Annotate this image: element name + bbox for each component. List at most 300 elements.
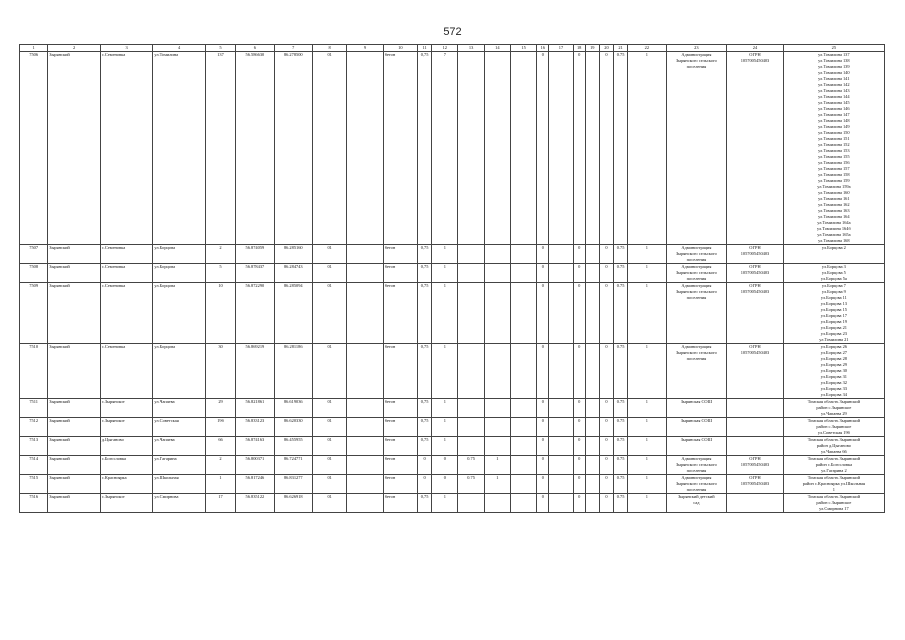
longitude-cell: 86.831277 — [274, 475, 312, 494]
col14-cell — [484, 494, 510, 513]
col19-cell — [585, 399, 599, 418]
col14-cell — [484, 245, 510, 264]
served-addresses-cell-line: ул.Томилина 160 — [818, 190, 850, 195]
longitude-cell: 86.724771 — [274, 456, 312, 475]
col21-cell: 0.75 — [614, 418, 628, 437]
ogrn-cell — [727, 475, 784, 494]
col8-cell: 01 — [312, 418, 346, 437]
col22-cell: 1 — [628, 245, 666, 264]
col13-cell — [458, 399, 484, 418]
served-addresses-cell-line: ул.Чапаева 29 — [821, 411, 847, 416]
col11-cell: 0,75 — [418, 344, 432, 399]
served-addresses-cell-line: ул.Томилина 137 — [818, 52, 850, 57]
col22-cell: 1 — [628, 283, 666, 344]
served-addresses-cell-line: Томская область Зырянский — [807, 494, 860, 499]
served-addresses-cell-line: ул.Борцова 2 — [821, 245, 846, 250]
served-addresses-cell-line: ул.Томилина 143 — [818, 88, 850, 93]
owner-cell-line: сад — [693, 500, 700, 505]
col17-cell — [549, 264, 573, 283]
col16-cell: 0 — [537, 264, 549, 283]
served-addresses-cell-line: ул.Томилина 165а — [817, 232, 851, 237]
col17-cell — [549, 437, 573, 456]
district-cell: Зырянский — [48, 344, 101, 399]
column-header: 9 — [347, 45, 383, 52]
table-row — [20, 283, 885, 344]
ogrn-cell — [727, 494, 784, 513]
longitude-cell: 86.281186 — [274, 344, 312, 399]
owner-cell-line: Администрация — [681, 475, 712, 480]
col12-cell: 1 — [432, 437, 458, 456]
house-cell: 2 — [205, 456, 235, 475]
col17-cell — [549, 418, 573, 437]
owner-cell-line: Зырянская СОШ — [680, 418, 713, 423]
served-addresses-cell — [783, 418, 884, 437]
col19-cell — [585, 283, 599, 344]
settlement-cell: с.Семеновка — [100, 283, 153, 344]
col18-cell: 0 — [573, 52, 585, 245]
owner-cell-line: Зырянского сельского — [675, 58, 717, 63]
col20-cell: 0 — [599, 494, 613, 513]
ogrn-cell — [727, 283, 784, 344]
owner-cell-line: Зырянский детский — [678, 494, 715, 499]
served-addresses-cell-line: ул.Томилина 168 — [818, 238, 850, 243]
served-addresses-cell — [783, 475, 884, 494]
latitude-cell: 56.874163 — [236, 437, 274, 456]
col9-cell — [347, 456, 383, 475]
col22-cell: 1 — [628, 264, 666, 283]
served-addresses-cell-line: ул.Томилина 153 — [818, 148, 850, 153]
col14-cell — [484, 264, 510, 283]
owner-cell-line: поселения — [686, 468, 707, 473]
served-addresses-cell-line: ул.Томилина 157 — [818, 166, 850, 171]
served-addresses-cell — [783, 52, 884, 245]
house-cell: 1 — [205, 475, 235, 494]
served-addresses-cell-line: ул.Томилина 145 — [818, 100, 850, 105]
owner-cell-line: поселения — [686, 276, 707, 281]
col16-cell: 0 — [537, 245, 549, 264]
owner-cell-line: поселения — [686, 295, 707, 300]
col13-cell — [458, 418, 484, 437]
served-addresses-cell-line: ул.Томилина 141 — [818, 76, 850, 81]
served-addresses-cell-line: ул.Борцова 30 — [820, 368, 847, 373]
house-cell: 10 — [205, 283, 235, 344]
latitude-cell: 56.821861 — [236, 399, 274, 418]
col19-cell — [585, 437, 599, 456]
ogrn-cell-line: 1057005450403 — [740, 58, 770, 63]
district-cell: Зырянский — [48, 456, 101, 475]
col16-cell: 0 — [537, 456, 549, 475]
owner-cell — [666, 399, 727, 418]
column-header: 11 — [418, 45, 432, 52]
col11-cell: 0,75 — [418, 418, 432, 437]
column-header: 10 — [383, 45, 417, 52]
served-addresses-cell-line: ул.Гагарина 2 — [821, 468, 847, 473]
col21-cell: 0.75 — [614, 399, 628, 418]
latitude-cell: 56.878437 — [236, 264, 274, 283]
col20-cell: 0 — [599, 264, 613, 283]
served-addresses-cell-line: район с.Зырянское — [816, 424, 852, 429]
longitude-cell: 86.620330 — [274, 418, 312, 437]
col13-cell: 0.75 — [458, 456, 484, 475]
owner-cell-line: Зырянская СОШ — [680, 399, 713, 404]
column-header: 12 — [432, 45, 458, 52]
served-addresses-cell-line: район с.Красноярка ул.Школьная — [802, 481, 866, 486]
owner-cell — [666, 52, 727, 245]
ogrn-cell-line: ОГРН — [749, 52, 761, 57]
served-addresses-cell-line: ул.Томилина 151 — [818, 136, 850, 141]
ogrn-cell-line: 1057005450403 — [740, 251, 770, 256]
col14-cell — [484, 437, 510, 456]
owner-cell-line: Администрация — [681, 245, 712, 250]
ogrn-cell-line: ОГРН — [749, 245, 761, 250]
district-cell: Зырянский — [48, 418, 101, 437]
served-addresses-cell-line: ул.Томилина 149 — [818, 124, 850, 129]
street-cell: ул.Гагарина — [153, 456, 206, 475]
col15-cell — [510, 283, 536, 344]
district-cell: Зырянский — [48, 245, 101, 264]
latitude-cell: 56.874059 — [236, 245, 274, 264]
served-addresses-cell-line: район с.Богословка — [815, 462, 853, 467]
col11-cell: 0,75 — [418, 494, 432, 513]
col15-cell — [510, 456, 536, 475]
house-cell: 30 — [205, 344, 235, 399]
material-cell: бетон — [383, 475, 417, 494]
col9-cell — [347, 264, 383, 283]
col21-cell: 0.75 — [614, 283, 628, 344]
col11-cell: 0,75 — [418, 264, 432, 283]
col21-cell: 0.75 — [614, 475, 628, 494]
row-number: 7515 — [20, 475, 48, 494]
served-addresses-cell-line: ул.Борцова 29 — [820, 362, 847, 367]
column-header: 7 — [274, 45, 312, 52]
served-addresses-cell-line: ул.Томилина 138 — [818, 58, 850, 63]
served-addresses-cell — [783, 399, 884, 418]
col13-cell — [458, 344, 484, 399]
row-number: 7510 — [20, 344, 48, 399]
col16-cell: 0 — [537, 283, 549, 344]
col18-cell: 0 — [573, 344, 585, 399]
col14-cell — [484, 52, 510, 245]
settlement-cell: д.Цыганово — [100, 437, 153, 456]
col22-cell: 1 — [628, 399, 666, 418]
column-header: 16 — [537, 45, 549, 52]
owner-cell-line: Зырянского сельского — [675, 481, 717, 486]
column-header: 18 — [573, 45, 585, 52]
longitude-cell: 86.455955 — [274, 437, 312, 456]
owner-cell-line: Администрация — [681, 456, 712, 461]
page-number: 572 — [443, 26, 462, 38]
col11-cell: 0 — [418, 456, 432, 475]
served-addresses-cell-line: ул.Борцова 28 — [820, 356, 847, 361]
owner-cell-line: поселения — [686, 64, 707, 69]
street-cell: ул.Борцова — [153, 283, 206, 344]
col22-cell: 1 — [628, 494, 666, 513]
col18-cell: 0 — [573, 456, 585, 475]
settlement-cell: с.Зырянское — [100, 418, 153, 437]
column-header: 24 — [727, 45, 784, 52]
served-addresses-cell-line: ул.Борцова 21 — [820, 325, 847, 330]
served-addresses-cell-line: ул.Борцова 33 — [820, 386, 847, 391]
latitude-cell: 56.835122 — [236, 494, 274, 513]
served-addresses-cell-line: ул.Томилина 162 — [818, 202, 850, 207]
col17-cell — [549, 245, 573, 264]
col14-cell: 1 — [484, 456, 510, 475]
settlement-cell: с.Зырянское — [100, 494, 153, 513]
district-cell: Зырянский — [48, 494, 101, 513]
served-addresses-cell — [783, 245, 884, 264]
col22-cell: 1 — [628, 52, 666, 245]
col18-cell: 0 — [573, 245, 585, 264]
table-body — [20, 52, 885, 513]
served-addresses-cell-line: ул.Борцова 13 — [820, 301, 847, 306]
ogrn-cell — [727, 418, 784, 437]
col20-cell: 0 — [599, 418, 613, 437]
col12-cell: 1 — [432, 344, 458, 399]
col20-cell: 0 — [599, 52, 613, 245]
col18-cell: 0 — [573, 418, 585, 437]
column-header: 4 — [153, 45, 206, 52]
served-addresses-cell-line: ул.Томилина 161 — [818, 196, 850, 201]
col14-cell — [484, 344, 510, 399]
col11-cell: 0,75 — [418, 52, 432, 245]
longitude-cell: 86.278500 — [274, 52, 312, 245]
col13-cell — [458, 283, 484, 344]
col22-cell: 1 — [628, 475, 666, 494]
col19-cell — [585, 344, 599, 399]
column-header: 6 — [236, 45, 274, 52]
settlement-cell: с.Семеновка — [100, 264, 153, 283]
column-header: 22 — [628, 45, 666, 52]
col22-cell: 1 — [628, 344, 666, 399]
col8-cell: 01 — [312, 283, 346, 344]
served-addresses-cell-line: ул.Советская 19б — [817, 430, 850, 435]
col17-cell — [549, 399, 573, 418]
district-cell: Зырянский — [48, 475, 101, 494]
settlement-cell: с.Красноярка — [100, 475, 153, 494]
served-addresses-cell-line: ул.Борцова 11 — [820, 295, 847, 300]
col19-cell — [585, 456, 599, 475]
table-row — [20, 418, 885, 437]
latitude-cell: 56.869219 — [236, 344, 274, 399]
row-number: 7507 — [20, 245, 48, 264]
owner-cell — [666, 283, 727, 344]
served-addresses-cell — [783, 344, 884, 399]
col8-cell: 01 — [312, 399, 346, 418]
district-cell: Зырянский — [48, 437, 101, 456]
owner-cell-line: Зырянского сельского — [675, 350, 717, 355]
served-addresses-cell-line: ул.Борцова 3 — [821, 264, 846, 269]
served-addresses-cell-line: ул.Борцова 23 — [820, 331, 847, 336]
col20-cell: 0 — [599, 456, 613, 475]
col15-cell — [510, 344, 536, 399]
col9-cell — [347, 344, 383, 399]
settlement-cell: с.Семеновка — [100, 344, 153, 399]
owner-cell — [666, 456, 727, 475]
served-addresses-cell-line: ул.Томилина 21 — [819, 337, 849, 342]
col13-cell — [458, 52, 484, 245]
served-addresses-cell-line: ул.Томилина 150 — [818, 130, 850, 135]
settlement-cell: с.Богословка — [100, 456, 153, 475]
col21-cell: 0.75 — [614, 456, 628, 475]
col17-cell — [549, 344, 573, 399]
col16-cell: 0 — [537, 494, 549, 513]
longitude-cell: 86.626918 — [274, 494, 312, 513]
house-cell: 29 — [205, 399, 235, 418]
district-cell: Зырянский — [48, 283, 101, 344]
served-addresses-cell-line: район с.Зырянское — [816, 405, 852, 410]
col11-cell: 0,75 — [418, 283, 432, 344]
col20-cell: 0 — [599, 245, 613, 264]
col8-cell: 01 — [312, 52, 346, 245]
owner-cell-line: Администрация — [681, 344, 712, 349]
col19-cell — [585, 418, 599, 437]
col16-cell: 0 — [537, 344, 549, 399]
row-number: 7513 — [20, 437, 48, 456]
col18-cell: 0 — [573, 494, 585, 513]
served-addresses-cell-line: Томская область Зырянский — [807, 399, 860, 404]
served-addresses-cell-line: ул.Томилина 148 — [818, 118, 850, 123]
col9-cell — [347, 475, 383, 494]
col12-cell: 1 — [432, 418, 458, 437]
latitude-cell: 56.872290 — [236, 283, 274, 344]
served-addresses-cell — [783, 437, 884, 456]
house-cell: 66 — [205, 437, 235, 456]
served-addresses-cell-line: Томская область Зырянский — [807, 475, 860, 480]
material-cell: бетон — [383, 418, 417, 437]
col12-cell: 1 — [432, 494, 458, 513]
served-addresses-cell-line: ул.Томилина 164б — [817, 226, 851, 231]
ogrn-cell-line: 1057005450403 — [740, 350, 770, 355]
col21-cell: 0.75 — [614, 245, 628, 264]
column-header: 8 — [312, 45, 346, 52]
col11-cell: 0,75 — [418, 399, 432, 418]
served-addresses-cell-line: ул.Борцова 9 — [821, 289, 846, 294]
col13-cell — [458, 245, 484, 264]
served-addresses-cell-line: ул.Томилина 164 — [818, 214, 850, 219]
longitude-cell: 86.285160 — [274, 245, 312, 264]
col15-cell — [510, 52, 536, 245]
col18-cell: 0 — [573, 283, 585, 344]
table-row — [20, 475, 885, 494]
col12-cell: 1 — [432, 283, 458, 344]
ogrn-cell-line: ОГРН — [749, 475, 761, 480]
settlement-cell: с.Семеновка — [100, 245, 153, 264]
district-cell: Зырянский — [48, 52, 101, 245]
col13-cell — [458, 264, 484, 283]
col22-cell: 1 — [628, 437, 666, 456]
table-row — [20, 494, 885, 513]
material-cell: бетон — [383, 494, 417, 513]
col17-cell — [549, 456, 573, 475]
col15-cell — [510, 494, 536, 513]
table-row — [20, 399, 885, 418]
owner-cell-line: Зырянская СОШ — [680, 437, 713, 442]
column-header: 19 — [585, 45, 599, 52]
registry-table — [19, 44, 885, 513]
served-addresses-cell-line: ул.Томилина 159 — [818, 178, 850, 183]
served-addresses-cell-line: ул.Смирнова 17 — [819, 506, 849, 511]
served-addresses-cell-line: ул.Борцова 7 — [821, 283, 846, 288]
col9-cell — [347, 283, 383, 344]
col15-cell — [510, 418, 536, 437]
served-addresses-cell-line: ул.Томилина 155 — [818, 154, 850, 159]
row-number: 7516 — [20, 494, 48, 513]
served-addresses-cell-line: ул.Томилина 158 — [818, 172, 850, 177]
owner-cell — [666, 418, 727, 437]
col22-cell: 1 — [628, 456, 666, 475]
col8-cell: 01 — [312, 264, 346, 283]
col15-cell — [510, 245, 536, 264]
served-addresses-cell-line: ул.Борцова 15 — [820, 307, 847, 312]
col19-cell — [585, 52, 599, 245]
ogrn-cell — [727, 264, 784, 283]
owner-cell — [666, 344, 727, 399]
owner-cell — [666, 245, 727, 264]
col19-cell — [585, 245, 599, 264]
col8-cell: 01 — [312, 245, 346, 264]
column-header: 3 — [100, 45, 153, 52]
row-number: 7514 — [20, 456, 48, 475]
col14-cell: 1 — [484, 475, 510, 494]
col12-cell: 0 — [432, 456, 458, 475]
col13-cell — [458, 437, 484, 456]
col15-cell — [510, 264, 536, 283]
ogrn-cell — [727, 245, 784, 264]
column-header: 25 — [783, 45, 884, 52]
col20-cell: 0 — [599, 344, 613, 399]
col8-cell: 01 — [312, 475, 346, 494]
material-cell: бетон — [383, 437, 417, 456]
table-row — [20, 456, 885, 475]
served-addresses-cell-line: ул.Борцова 27 — [820, 350, 847, 355]
owner-cell-line: поселения — [686, 356, 707, 361]
col8-cell: 01 — [312, 344, 346, 399]
served-addresses-cell-line: ул.Томилина 142 — [818, 82, 850, 87]
col20-cell: 0 — [599, 283, 613, 344]
ogrn-cell-line: 1057005450403 — [740, 481, 770, 486]
served-addresses-cell-line: ул.Борцова 32 — [820, 380, 847, 385]
col18-cell: 0 — [573, 437, 585, 456]
col13-cell: 0.75 — [458, 475, 484, 494]
owner-cell-line: Администрация — [681, 52, 712, 57]
served-addresses-cell-line: ул.Томилина 140 — [818, 70, 850, 75]
served-addresses-cell-line: ул.Борцова 5а — [820, 276, 847, 281]
row-number: 7509 — [20, 283, 48, 344]
owner-cell-line: Администрация — [681, 283, 712, 288]
col17-cell — [549, 52, 573, 245]
served-addresses-cell-line: ул.Чапаева 66 — [821, 449, 847, 454]
street-cell: ул.Чапаева — [153, 437, 206, 456]
col19-cell — [585, 494, 599, 513]
table-row — [20, 245, 885, 264]
owner-cell — [666, 475, 727, 494]
street-cell: ул.Томилина — [153, 52, 206, 245]
col14-cell — [484, 399, 510, 418]
col15-cell — [510, 399, 536, 418]
owner-cell-line: Зырянского сельского — [675, 251, 717, 256]
col9-cell — [347, 494, 383, 513]
col15-cell — [510, 475, 536, 494]
longitude-cell: 86.285094 — [274, 283, 312, 344]
material-cell: бетон — [383, 264, 417, 283]
served-addresses-cell-line: ул.Борцова 26 — [820, 344, 847, 349]
col21-cell: 0.75 — [614, 494, 628, 513]
column-header: 21 — [614, 45, 628, 52]
house-cell: 5 — [205, 264, 235, 283]
col11-cell: 0 — [418, 475, 432, 494]
col11-cell: 0,75 — [418, 245, 432, 264]
ogrn-cell — [727, 437, 784, 456]
